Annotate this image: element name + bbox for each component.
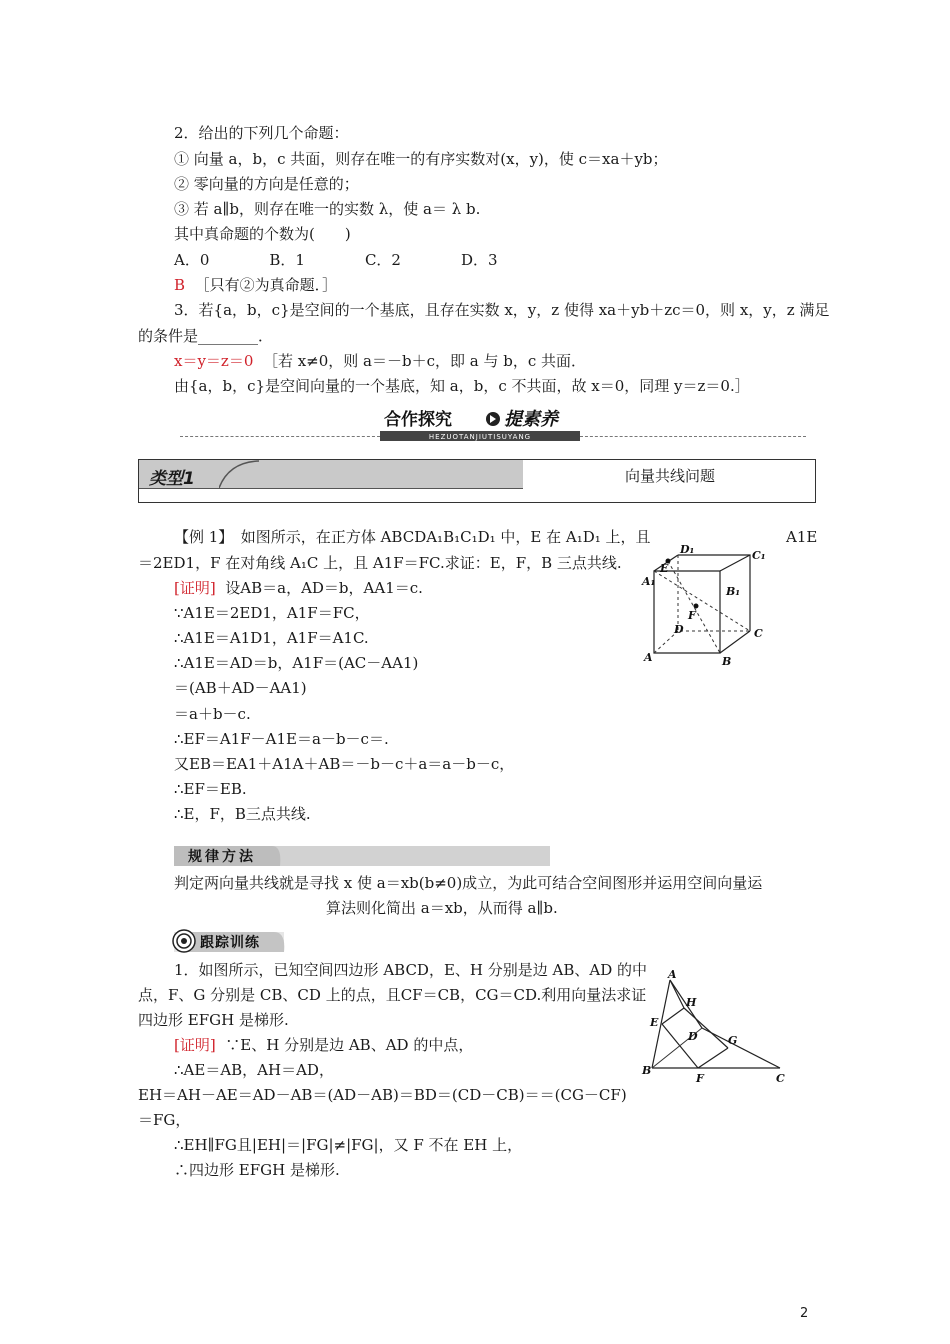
example-1-proof-step: ∴E，F，B三点共线.	[174, 805, 311, 823]
label-d1: D₁	[680, 543, 695, 556]
type-1-box	[138, 459, 816, 503]
method-line-2: 算法则化简出 a＝xb，从而得 a∥b.	[326, 899, 558, 917]
label-c: C	[754, 627, 763, 640]
q3-answer: x＝y＝z＝0	[174, 352, 254, 370]
training-1-proof-label: [证明]	[174, 1036, 216, 1054]
example-1-line-1: 【例 1】 如图所示，在正方体 ABCDA₁B₁C₁D₁ 中，E 在 A₁D₁ 上，且	[174, 528, 651, 546]
label-e: E	[650, 1016, 659, 1029]
q3-explanation-2: 由{a，b，c}是空间向量的一个基底，知 a，b，c 不共面，故 x＝0，同理 y＝z＝0.］	[174, 377, 750, 395]
q2-answer: B	[174, 276, 186, 294]
banner-dash-right	[580, 436, 806, 437]
q2-options: A．0 B．1 C．2 D．3	[174, 251, 498, 269]
example-1-proof-label: [证明]	[174, 579, 216, 597]
section-banner	[380, 405, 580, 441]
label-a: A	[644, 651, 653, 664]
q3-explanation-1: ［若 x≠0，则 a＝－b＋c，即 a 与 b，c 共面．	[262, 352, 587, 370]
label-d: D	[674, 623, 684, 636]
label-a: A	[668, 970, 677, 981]
label-b: B	[642, 1064, 652, 1077]
label-c: C	[776, 1072, 785, 1085]
training-1-line-2: 点，F、G 分别是 CB、CD 上的点，且CF＝CB，CG＝CD.利用向量法求证	[138, 986, 647, 1004]
training-1-proof-step: EH＝AH－AE＝AD－AB＝(AD－AB)＝BD＝(CD－CB)＝＝(CG－CF)	[138, 1086, 627, 1104]
q3-stem-cont: 的条件是________．	[138, 327, 274, 345]
q2-explanation: ［只有②为真命题．］	[194, 276, 338, 294]
example-1-proof-step: ∴A1E＝A1D1，A1F＝A1C.	[174, 629, 369, 647]
q2-answer-line	[174, 275, 337, 295]
training-1-line-3: 四边形 EFGH 是梯形.	[138, 1011, 289, 1029]
method-line-1: 判定两向量共线就是寻找 x 使 a＝xb(b≠0)成立，为此可结合空间图形并运用空间向量运	[174, 874, 763, 892]
tag-curve-icon	[219, 460, 259, 488]
example-1-line-1-tail: A1E	[786, 528, 818, 546]
training-1-proof-first: ∵E、H 分别是边 AB、AD 的中点，	[225, 1036, 474, 1054]
q2-proposition-1: ① 向量 a，b，c 共面，则存在唯一的有序实数对(x，y)，使 c＝xa＋yb；	[174, 150, 668, 168]
banner-graphic	[380, 405, 580, 441]
training-1-proof-step: ∴四边形 EFGH 是梯形.	[174, 1161, 340, 1179]
label-g: G	[728, 1034, 738, 1047]
example-1-proof-step: ∴A1E＝AD＝b，A1F＝(AC－AA1)	[174, 654, 419, 672]
label-b1: B₁	[726, 585, 741, 598]
example-1-proof-step: ∴EF＝A1F－A1E＝a－b－c＝.	[174, 730, 389, 748]
training-1-proof-step: ∴EH∥FG且|EH|＝|FG|≠|FG|，又 F 不在 EH 上，	[174, 1136, 523, 1154]
training-1-proof-line-1	[174, 1035, 473, 1055]
training-1-line-1: 1．如图所示，已知空间四边形 ABCD，E、H 分别是边 AB、AD 的中	[174, 961, 648, 979]
type-1-tag-label: 类型1	[149, 469, 195, 489]
q2-proposition-2: ② 零向量的方向是任意的；	[174, 175, 359, 193]
training-1-proof-step: ＝FG，	[138, 1111, 191, 1129]
method-label: 规律方法	[188, 849, 256, 865]
type-1-title: 向量共线问题	[624, 467, 715, 485]
q3-answer-line	[174, 351, 586, 371]
q2-stem: 2．给出的下列几个命题：	[174, 124, 349, 142]
type-1-tag	[139, 460, 523, 489]
point-f-marker	[694, 604, 699, 609]
banner-title: 合作探究	[384, 410, 452, 430]
banner-title-2: 提素养	[504, 409, 558, 430]
q2-proposition-3: ③ 若 a∥b，则存在唯一的实数 λ，使 a＝ λ b.	[174, 200, 481, 218]
training-1-proof-step: ∴AE＝AB，AH＝AD，	[174, 1061, 334, 1079]
example-1-proof-first: 设AB＝a，AD＝b，AA1＝c.	[225, 579, 423, 597]
banner-subtitle: HEZUOTANJIUTISUYANG	[428, 433, 532, 441]
example-1-proof-step: ∵A1E＝2ED1，A1F＝FC，	[174, 604, 370, 622]
label-h: H	[686, 996, 697, 1009]
label-c1: C₁	[752, 549, 766, 562]
tetrahedron-figure	[640, 970, 790, 1088]
example-1-proof-step: ＝a＋b－c.	[174, 705, 251, 723]
example-1-line-2: ＝2ED1，F 在对角线 A₁C 上，且 A1F＝FC.求证：E，F，B 三点共线.	[138, 554, 622, 572]
example-1-proof-step: 又EB＝EA1＋A1A＋AB＝－b－c＋a＝a－b－c，	[174, 755, 515, 773]
q3-stem: 3．若{a，b，c}是空间的一个基底，且存在实数 x，y，z 使得 xa＋yb＋zc＝0，则 x，y，z 满足	[174, 301, 830, 319]
example-1-proof-step: ＝(AB＋AD－AA1)	[174, 679, 307, 697]
page-number: 2	[800, 1306, 809, 1321]
banner-dash-left	[180, 436, 380, 437]
example-1-proof-step: ∴EF＝EB.	[174, 780, 247, 798]
label-b: B	[722, 655, 732, 668]
training-tag	[170, 924, 290, 954]
label-d: D	[688, 1030, 698, 1043]
label-a1: A₁	[642, 575, 656, 588]
example-1-proof-line-1	[174, 578, 423, 598]
label-f: F	[696, 1072, 704, 1085]
training-label: 跟踪训练	[200, 935, 260, 951]
label-f: F	[688, 609, 696, 622]
label-e: E	[660, 562, 669, 575]
method-tag	[174, 840, 284, 866]
q2-question: 其中真命题的个数为( )	[174, 225, 351, 243]
cube-figure	[640, 543, 775, 673]
